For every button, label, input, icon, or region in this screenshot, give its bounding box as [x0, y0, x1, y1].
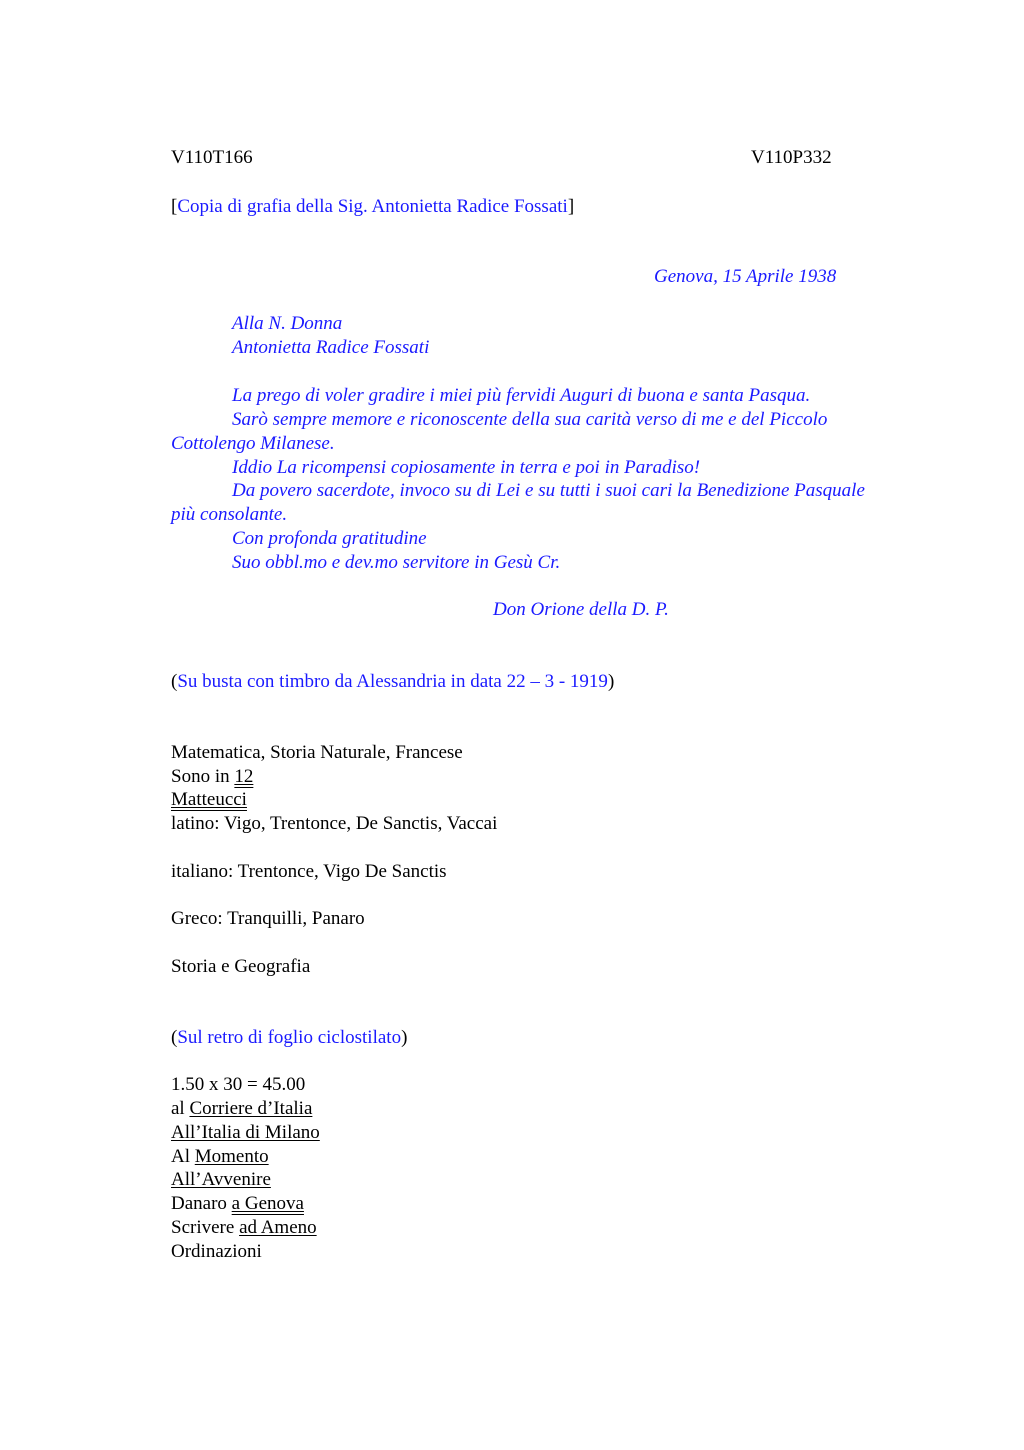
- envelope-line: italiano: Trentonce, Vigo De Sanctis: [171, 861, 447, 882]
- envelope-line: Storia e Geografia: [171, 956, 311, 977]
- transcription-note-text: Copia di grafia della Sig. Antonietta Radice Fossati: [177, 196, 568, 217]
- sheet-line: al Corriere d’Italia: [171, 1098, 313, 1119]
- letter-signature: Don Orione della D. P.: [493, 599, 669, 620]
- letter-place-date: Genova, 15 Aprile 1938: [654, 266, 837, 287]
- sheet-line: Danaro a Genova: [171, 1193, 304, 1214]
- sheet-line: Scrivere ad Ameno: [171, 1217, 317, 1238]
- sheet-note: (Sul retro di foglio ciclostilato): [171, 1027, 408, 1048]
- letter-closing: Con profonda gratitudine: [232, 528, 427, 549]
- underlined-number: 12: [234, 766, 254, 787]
- transcription-note: [Copia di grafia della Sig. Antonietta Radice Fossati]: [171, 196, 575, 217]
- envelope-line: Matematica, Storia Naturale, Francese: [171, 742, 463, 763]
- letter-closing: Suo obbl.mo e dev.mo servitore in Gesù Cr.: [232, 552, 561, 573]
- letter-paragraph: Iddio La ricompensi copiosamente in terra e poi in Paradiso!: [232, 457, 701, 478]
- left-code: V110T166: [171, 147, 253, 168]
- envelope-line: latino: Vigo, Trentonce, De Sanctis, Vaccai: [171, 813, 498, 834]
- sheet-line: Ordinazioni: [171, 1241, 262, 1262]
- envelope-line: Greco: Tranquilli, Panaro: [171, 908, 365, 929]
- sheet-calculation: 1.50 x 30 = 45.00: [171, 1074, 306, 1095]
- sheet-line: All’Italia di Milano: [171, 1122, 320, 1143]
- letter-paragraph-cont: più consolante.: [171, 504, 288, 525]
- letter-paragraph: La prego di voler gradire i miei più fervidi Auguri di buona e santa Pasqua.: [232, 385, 811, 406]
- envelope-line: Sono in 12: [171, 766, 254, 787]
- letter-paragraph: Da povero sacerdote, invoco su di Lei e su tutti i suoi cari la Benedizione Pasquale: [232, 480, 865, 501]
- envelope-note-text: Su busta con timbro da Alessandria in data 22 – 3 - 1919: [177, 671, 608, 692]
- envelope-note: (Su busta con timbro da Alessandria in data 22 – 3 - 1919): [171, 671, 615, 692]
- sheet-line: All’Avvenire: [171, 1169, 271, 1190]
- letter-address-line: Alla N. Donna: [232, 313, 343, 334]
- right-code: V110P332: [751, 147, 832, 168]
- letter-address-line: Antonietta Radice Fossati: [232, 337, 430, 358]
- sheet-note-text: Sul retro di foglio ciclostilato: [177, 1027, 402, 1048]
- sheet-line: Al Momento: [171, 1146, 269, 1167]
- letter-paragraph-cont: Cottolengo Milanese.: [171, 433, 335, 454]
- envelope-line-underlined: Matteucci: [171, 789, 247, 810]
- letter-paragraph: Sarò sempre memore e riconoscente della sua carità verso di me e del Piccolo: [232, 409, 828, 430]
